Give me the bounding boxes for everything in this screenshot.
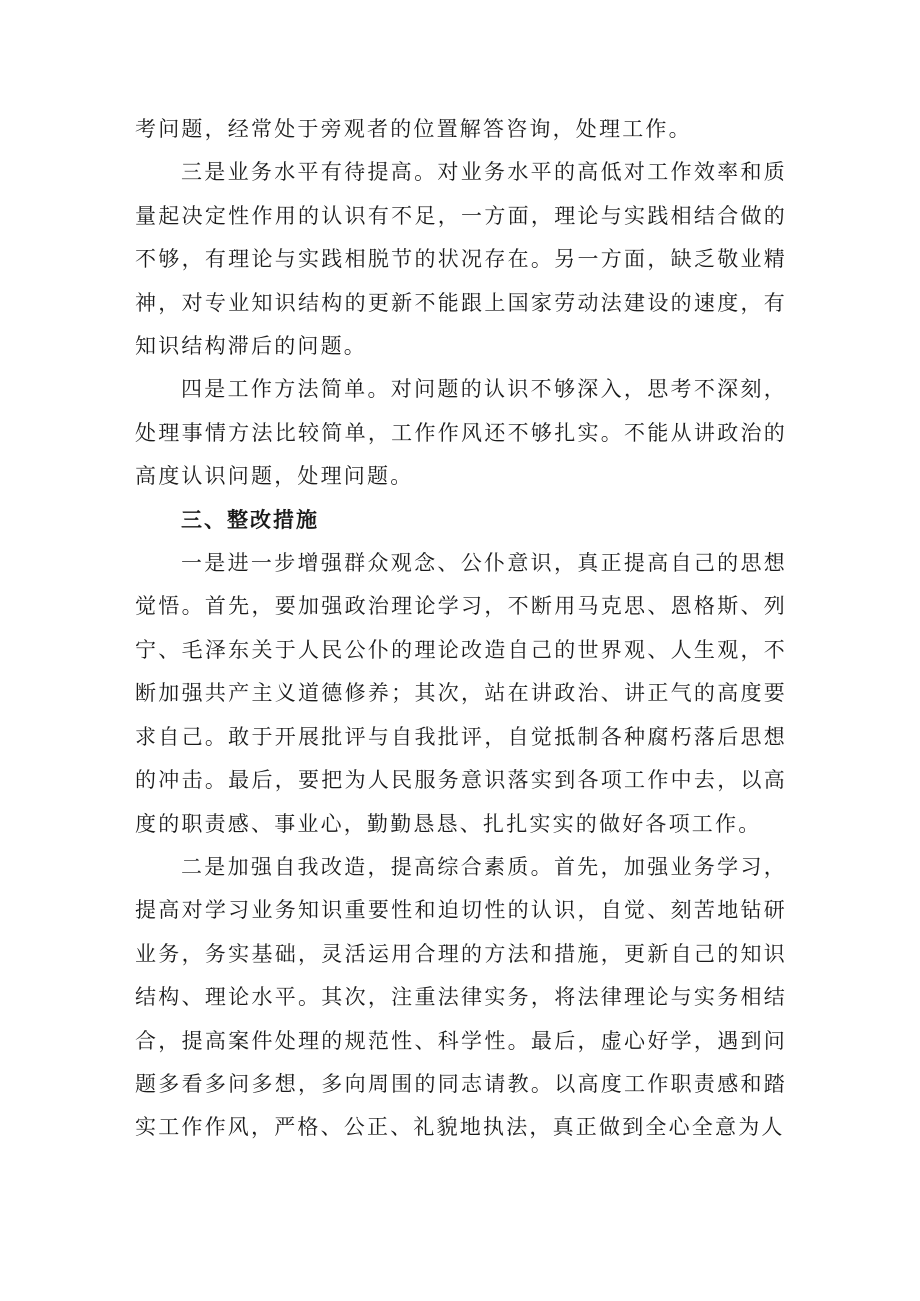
- paragraph-business-level: 三是业务水平有待提高。对业务水平的高低对工作效率和质量起决定性作用的认识有不足，一方面，理论与实践相结合做的不够，有理论与实践相脱节的状况存在。另一方面，缺乏敬业精神，对专业知识结构的更新不能跟上国家劳动法建设的速度，有知识结构滞后的问题。: [135, 160, 787, 359]
- paragraph-work-method: 四是工作方法简单。对问题的认识不够深入，思考不深刻，处理事情方法比较简单，工作作风还不够扎实。不能从讲政治的高度认识问题，处理问题。: [135, 377, 787, 489]
- paragraph-measure-one: 一是进一步增强群众观念、公仆意识，真正提高自己的思想觉悟。首先，要加强政治理论学习，不断用马克思、恩格斯、列宁、毛泽东关于人民公仆的理论改造自己的世界观、人生观，不断加强共产主义道德修养；其次，站在讲政治、讲正气的高度要求自己。敢于开展批评与自我批评，自觉抵制各种腐朽落后思想的冲击。最后，要把为人民服务意识落实到各项工作中去，以高度的职责感、事业心，勤勤恳恳、扎扎实实的做好各项工作。: [135, 551, 787, 836]
- document-page: [135, 108, 787, 1150]
- paragraph-continuation: 考问题，经常处于旁观者的位置解答咨询，处理工作。: [135, 117, 692, 141]
- section-heading-rectification: 三、整改措施: [181, 507, 319, 532]
- paragraph-measure-two: 二是加强自我改造，提高综合素质。首先，加强业务学习，提高对学习业务知识重要性和迫切性的认识，自觉、刻苦地钻研业务，务实基础，灵活运用合理的方法和措施，更新自己的知识结构、理论水平。其次，注重法律实务，将法律理论与实务相结合，提高案件处理的规范性、科学性。最后，虚心好学，遇到问题多看多问多想，多向周围的同志请教。以高度工作职责感和踏实工作作风，严格、公正、礼貌地执法，真正做到全心全意为人: [135, 854, 787, 1140]
